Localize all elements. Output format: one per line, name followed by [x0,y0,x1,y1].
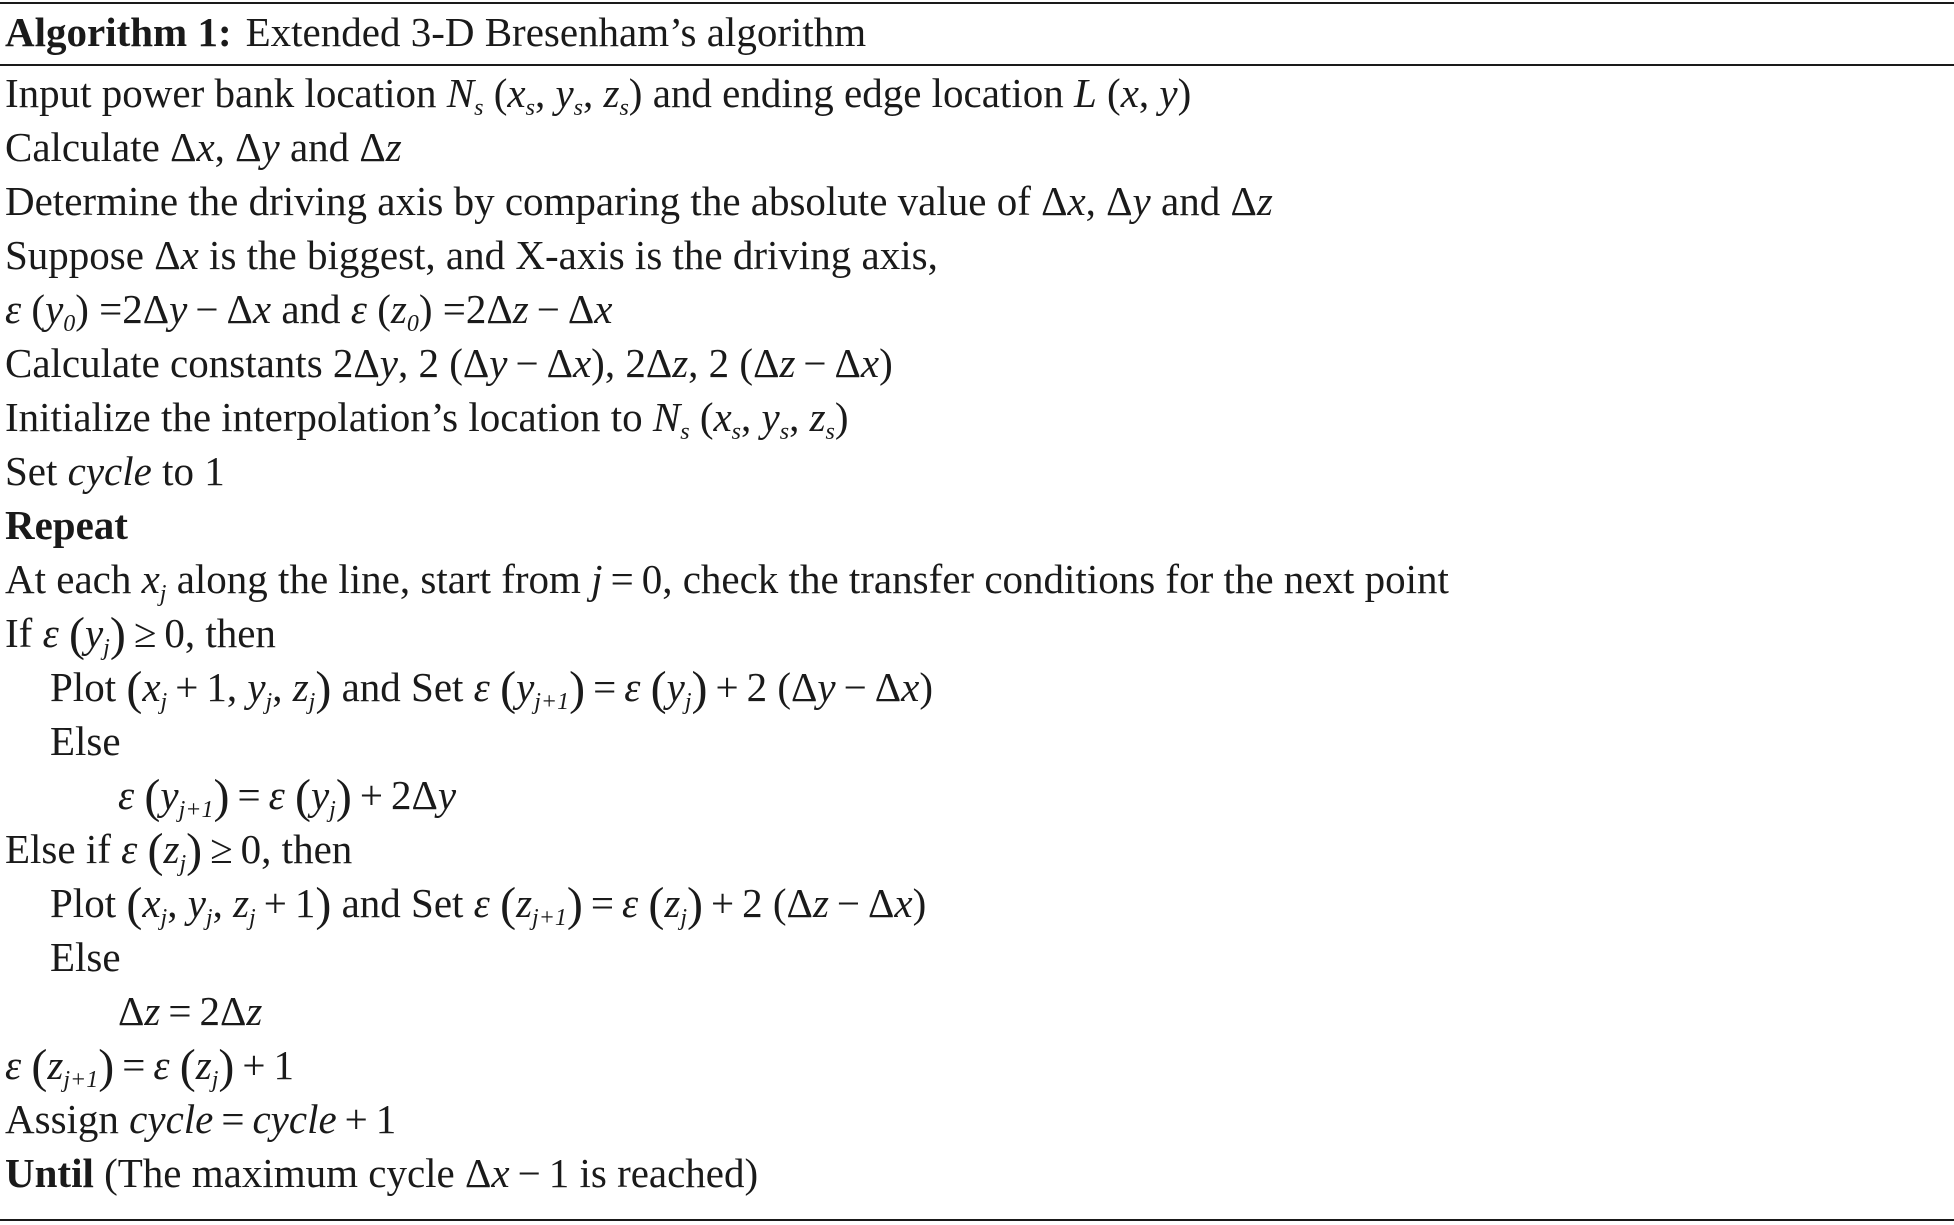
algorithm-label: Algorithm 1: [5,9,232,55]
line-3-text: Determine the driving axis by comparing the absolute value of [5,178,1042,224]
line-11-text: If [5,610,43,656]
line-14: ε $(y_{j+1}) = \varepsilon$ $(y_j) + 2\Delta y$ [118,770,457,823]
line-7: Initialize the interpolation’s location to $N_s$ ($x_s$, $y_s$, $z_s$) [5,394,849,445]
line-15: Else if ε $(z_j) \ge 0$, then [5,824,353,877]
line-21: Until (The maximum cycle Δx − 1 is reached) [5,1150,759,1196]
line-12: Plot ($x_j + 1$, $y_j$, $z_j$) and Set ε $(y_{j+1}) = \varepsilon$ $(y_j) + 2$ (Δy − Δx) [50,662,933,715]
line-8-text: Set [5,448,68,494]
line-6: Calculate constants 2Δy, 2 (Δy − Δx), 2Δz, 2 (Δz − Δx) [5,340,893,386]
line-19: ε $(z_{j+1}) = \varepsilon$ $(z_j) + 1$ [5,1040,294,1093]
line-13 [50,714,121,768]
line-6-text: Calculate constants [5,340,333,386]
line-5: ε $(y_0) =2\Delta y - \Delta x$ and ε $(z_0) =2\Delta z - \Delta x$ [5,286,613,337]
line-7-text: Initialize the interpolation’s location to [5,394,653,440]
line-20: Assign cycle = cycle + 1 [5,1096,397,1142]
repeat-keyword: Repeat [5,502,128,548]
line-1-math-2: L (x, y) [1073,70,1192,116]
line-4-text: Suppose [5,232,155,278]
line-20-text: Assign [5,1096,130,1142]
until-keyword: Until [5,1150,94,1196]
line-12-text: Plot [50,664,127,710]
line-17-text: Else [50,934,121,980]
line-18: Δz = 2Δz [118,988,263,1034]
line-2-text: Calculate [5,124,171,170]
line-16-text: Plot [50,880,127,926]
line-2: Calculate Δx, Δy and Δz [5,124,402,170]
line-11: If ε $(y_j) \ge 0$, then [5,608,276,661]
line-10-text: At each [5,556,142,602]
line-1 [5,66,1191,120]
line-16: Plot ($x_j$, $y_j$, $z_j + 1$) and Set ε $(z_{j+1}) = \varepsilon$ $(z_j) + 2$ (Δz − Δx) [50,878,927,931]
line-15-text: Else if [5,826,122,872]
algorithm-caption [5,2,866,64]
line-1-text: Input power bank location [5,70,447,116]
line-8: Set cycle to 1 [5,448,225,494]
line-1-text-2: and ending edge location [642,70,1074,116]
line-5-text: and [271,286,351,332]
line-3: Determine the driving axis by comparing the absolute value of Δx, Δy and Δz [5,178,1273,224]
algorithm-title: Extended 3-D Bresenham’s algorithm [245,9,867,55]
line-4: Suppose Δx is the biggest, and X-axis is the driving axis, [5,232,938,278]
bottom-rule [0,1219,1954,1221]
line-10: At each $x_j$ along the line, start from j = 0, check the transfer conditions for the next point [5,556,1449,607]
line-1-math-1: $N_s$ ($x_s$, $y_s$, $z_s$) [446,70,643,121]
line-13-text: Else [50,718,121,764]
line-17 [50,930,121,984]
line-9 [5,498,128,552]
